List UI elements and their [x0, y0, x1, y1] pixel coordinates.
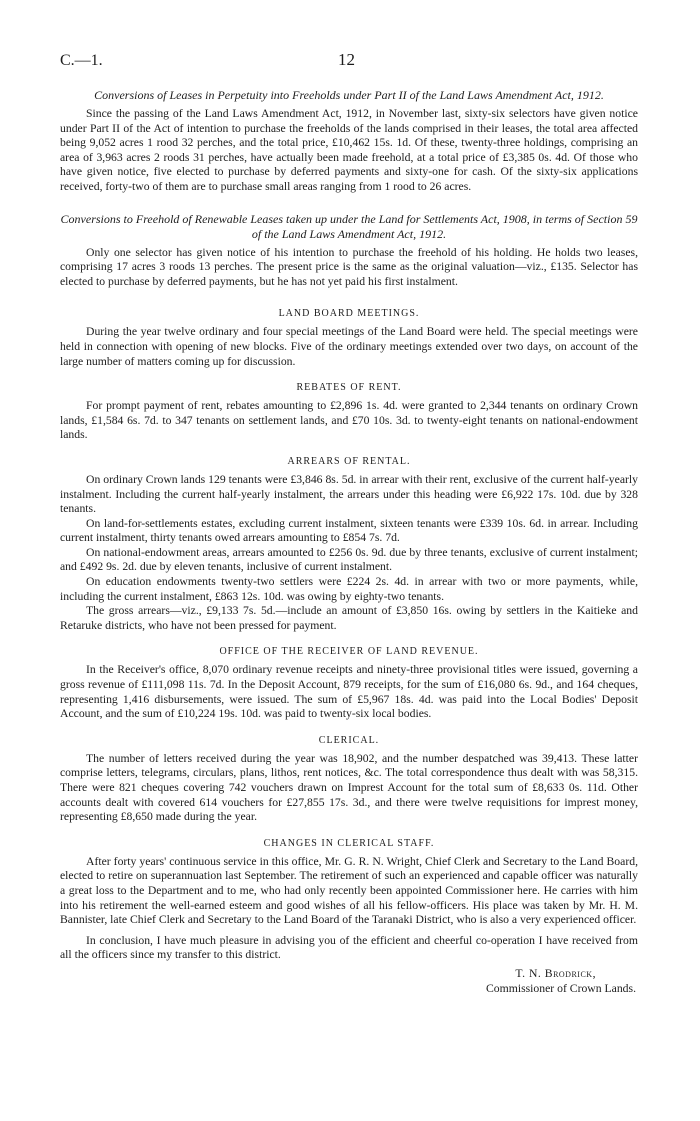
- page-number: 12: [338, 50, 355, 69]
- paragraph: On land-for-settlements estates, excluding current instalment, sixteen tenants were £339 10s. 6d. in arrear. Including current instalment, thirty tenants owed arrears amounting to £854 7s. 7d.: [60, 516, 638, 545]
- section-heading: Conversions of Leases in Perpetuity into Freeholds under Part II of the Land Laws Amendment Act, 1912.: [94, 88, 604, 102]
- section-heading: Conversions to Freehold of Renewable Leases taken up under the Land for Settlements Act, 1908, in terms of Section 59 of the Land Laws Amendment Act, 1912.: [60, 211, 638, 241]
- paragraph: Since the passing of the Land Laws Amendment Act, 1912, in November last, sixty-six selectors have given notice under Part II of the Act of intention to purchase the freeholds of the lands comprised in their leases, the total area affected being 9,052 acres 1 rood 32 perches, and the total price, £10,462 15s. 1d. Of these, twenty-three holdings, comprising an area of 3,963 acres 2 roods 31 perches, have actually been made freehold, at a total price of £3,385 0s. 4d. Of those who have given notice, five elected to purchase by deferred payments and sixty-one for cash. Of the sixty-six applications received, forty-two of them are to purchase small areas ranging from 1 rood to 26 acres.: [60, 107, 638, 193]
- paragraph: During the year twelve ordinary and four special meetings of the Land Board were held. The special meetings were held in connection with opening of new blocks. Five of the ordinary meetings extended over two days, on account of the large number of matters coming up for discussion.: [60, 325, 638, 368]
- paragraph: On ordinary Crown lands 129 tenants were £3,846 8s. 5d. in arrear with their rent, exclusive of the current half-yearly instalment. Including the current half-yearly instalment, the arrears under this heading were £6,922 17s. 10d. due by 328 tenants.: [60, 472, 638, 516]
- signature-name: T. N. Brodrick,: [515, 966, 596, 980]
- section-renewable-leases: [60, 212, 638, 290]
- paragraph: On education endowments twenty-two settlers were £224 2s. 4d. in arrear with two or more payments, while, including the current instalment, £863 12s. 10d. was owing by eighty-two tenants.: [60, 575, 638, 603]
- paragraph: The gross arrears—viz., £9,133 7s. 5d.—include an amount of £3,850 16s. owing by settlers in the Kaitieke and Retaruke districts, who have not been pressed for payment.: [60, 604, 638, 632]
- section-land-board-meetings: [60, 306, 638, 369]
- paragraph: Only one selector has given notice of his intention to purchase the freehold of his holding. He holds two leases, comprising 17 acres 3 roods 13 perches. The present price is the same as the original valuation—viz., £135. Selector has elected to purchase by deferred payments, but he has not yet paid his first instalment.: [60, 245, 638, 288]
- paragraph: In conclusion, I have much pleasure in advising you of the efficient and cheerful co-operation I have received from all the officers since my transfer to this district.: [60, 933, 638, 962]
- signature-block: [60, 967, 638, 996]
- document-reference: C.—1.: [60, 52, 103, 69]
- section-clerical: [60, 733, 638, 825]
- section-rebates-of-rent: [60, 380, 638, 443]
- section-heading: CHANGES IN CLERICAL STAFF.: [263, 837, 435, 849]
- section-heading: OFFICE OF THE RECEIVER OF LAND REVENUE.: [219, 646, 479, 658]
- signature-title: Commissioner of Crown Lands.: [486, 981, 636, 995]
- section-receiver-of-land-revenue: [60, 644, 638, 721]
- paragraph: In the Receiver's office, 8,070 ordinary revenue receipts and ninety-three provisional titles were issued, governing a gross revenue of £111,098 11s. 7d. In the Deposit Account, 879 receipts, for the sum of £16,080 6s. 9d., and 164 cheques, representing 1,416 disbursements, were issued. The sum of £5,967 18s. 4d. was paid into the Local Bodies' Deposit Account, and the sum of £10,224 19s. 10d. was paid to twenty-six local bodies.: [60, 663, 638, 721]
- paragraph: On national-endowment areas, arrears amounted to £256 0s. 9d. due by three tenants, exclusive of current instalment; and £492 9s. 2d. due by eleven tenants, inclusive of current instalment.: [60, 545, 638, 574]
- section-changes-in-clerical-staff: [60, 836, 638, 963]
- paragraph: For prompt payment of rent, rebates amounting to £2,896 1s. 4d. were granted to 2,344 tenants on ordinary Crown lands, £1,584 6s. 7d. to 347 tenants on settlement lands, and £70 10s. 3d. to twenty-eight tenants on national-endowment lands.: [60, 399, 638, 442]
- section-heading: LAND BOARD MEETINGS.: [278, 308, 420, 320]
- paragraph: The number of letters received during the year was 18,902, and the number despatched was 39,413. These latter comprise letters, telegrams, circulars, plans, lithos, rent notices, &c. The total correspondence thus dealt with was 58,315. There were 821 cheques covering 742 vouchers drawn on Imprest Account for the total sum of £8,633 0s. 11d. Other accounts dealt with covered 614 vouchers for £27,855 17s. 3d., and there were twelve requisitions for imprest money, representing £8,650 made during the year.: [60, 751, 638, 824]
- section-leases-in-perpetuity: [60, 88, 638, 195]
- section-heading: REBATES OF RENT.: [296, 382, 402, 394]
- paragraph: After forty years' continuous service in this office, Mr. G. R. N. Wright, Chief Clerk and Secretary to the Land Board, elected to retire on superannuation last September. The retirement of such an experienced and capable officer was naturally a great loss to the Department and to me, who had only recently been appointed Commissioner here. He carries with him into his retirement the well-earned esteem and good wishes of all his fellow-officers. His place was taken by Mr. H. M. Bannister, late Chief Clerk and Secretary to the Land Board of the Taranaki District, who is also a very experienced officer.: [60, 854, 638, 927]
- section-heading: ARREARS OF RENTAL.: [287, 455, 411, 467]
- section-heading: CLERICAL.: [318, 734, 380, 746]
- section-arrears-of-rental: [60, 454, 638, 634]
